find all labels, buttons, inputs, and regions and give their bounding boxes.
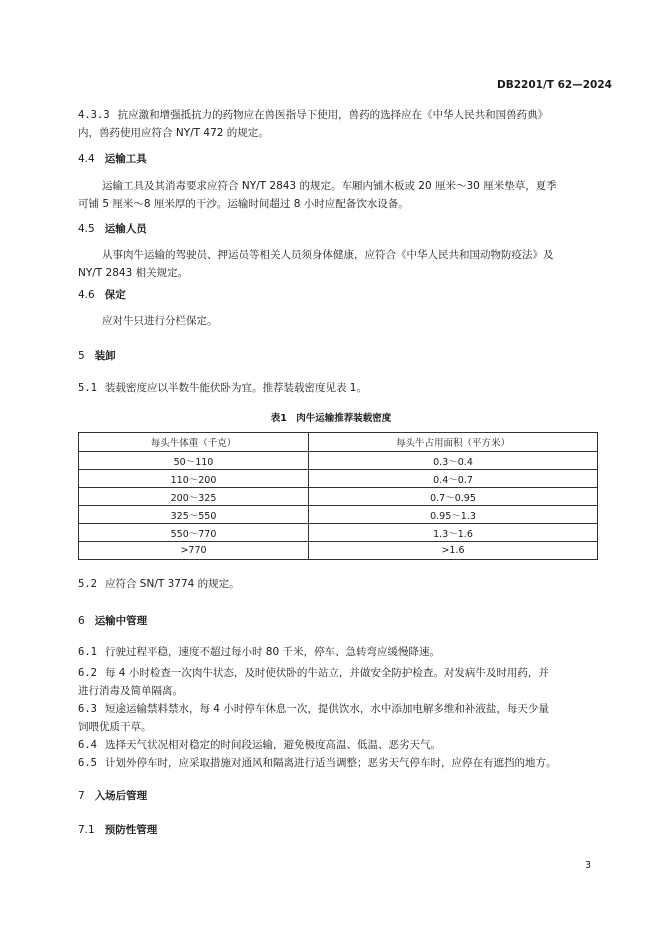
heading-title: 运输人员 (104, 223, 147, 235)
heading-number: 6 (78, 615, 85, 627)
table-row (79, 470, 598, 488)
weight-cell: >770 (79, 542, 309, 560)
clause-number: 4.3.3 (78, 109, 110, 121)
heading-number: 7 (78, 790, 85, 802)
clause-6-2-line-1 (78, 664, 549, 682)
heading-number: 4.6 (78, 289, 95, 301)
heading-4-4 (78, 151, 147, 166)
heading-title: 预防性管理 (104, 824, 158, 836)
clause-4-4-line-1: 运输工具及其消毒要求应符合 NY/T 2843 的规定。车厢内铺木板或 20 厘米～30 厘米垫草，夏季 (102, 180, 557, 192)
clause-text: 计划外停车时，应采取措施对通风和隔离进行适当调整；恶劣天气停车时，应停在有遮挡的地方。 (104, 757, 557, 769)
clause-number: 5.2 (78, 578, 97, 590)
weight-cell: 325～550 (79, 506, 309, 524)
table-caption: 表1 肉牛运输推荐装载密度 (270, 413, 392, 424)
table-row (79, 452, 598, 470)
heading-7 (78, 788, 147, 803)
clause-text: 选择天气状况相对稳定的时间段运输，避免极度高温、低温、恶劣天气。 (104, 739, 441, 751)
clause-text: 抗应激和增强抵抗力的药物应在兽医指导下使用，兽药的选择应在《中华人民共和国兽药典》 (117, 109, 549, 121)
clause-6-3-line-1 (78, 700, 549, 718)
clause-4-3-3-line-1 (78, 106, 548, 124)
table-row (79, 506, 598, 524)
clause-text: 应符合 SN/T 3774 的规定。 (104, 578, 240, 590)
clause-6-2-line-2: 进行消毒及简单隔离。 (78, 685, 183, 697)
heading-number: 5 (78, 350, 85, 362)
loading-density-table (78, 432, 598, 560)
heading-4-5 (78, 221, 147, 236)
area-cell: 0.4～0.7 (309, 470, 598, 488)
clause-text: 每 4 小时检查一次肉牛状态，及时使伏卧的牛站立，并做安全防护检查。对发病牛及时用药，并 (104, 667, 549, 679)
clause-4-5-line-1: 从事肉牛运输的驾驶员、押运员等相关人员须身体健康，应符合《中华人民共和国动物防疫法》及 (102, 249, 554, 261)
clause-6-4 (78, 736, 441, 754)
clause-number: 6.5 (78, 757, 97, 769)
clause-4-5-line-2: NY/T 2843 相关规定。 (78, 267, 189, 279)
document-code: DB2201/T 62—2024 (497, 79, 612, 91)
clause-text: 装载密度应以半数牛能伏卧为宜。推荐装载密度见表 1。 (104, 382, 367, 394)
area-cell: 0.95～1.3 (309, 506, 598, 524)
clause-number: 6.1 (78, 646, 97, 658)
heading-number: 4.4 (78, 153, 95, 165)
clause-text: 行驶过程平稳，速度不超过每小时 80 千米，停车、急转弯应缓慢降速。 (104, 646, 441, 658)
clause-6-5 (78, 754, 556, 772)
table-row (79, 488, 598, 506)
clause-4-6-line-1: 应对牛只进行分栏保定。 (102, 315, 218, 327)
heading-5 (78, 348, 116, 363)
heading-title: 入场后管理 (94, 790, 148, 802)
area-cell: 1.3～1.6 (309, 524, 598, 542)
heading-4-6 (78, 287, 126, 302)
weight-cell: 200～325 (79, 488, 309, 506)
page-number: 3 (585, 860, 592, 871)
heading-title: 装卸 (94, 350, 116, 362)
clause-number: 5.1 (78, 382, 97, 394)
weight-cell: 550～770 (79, 524, 309, 542)
heading-number: 7.1 (78, 824, 95, 836)
clause-5-1 (78, 379, 367, 397)
clause-4-4-line-2: 可铺 5 厘米～8 厘米厚的干沙。运输时间超过 8 小时应配备饮水设备。 (78, 198, 409, 210)
clause-6-3-line-2: 饲喂优质干草。 (78, 721, 152, 733)
heading-7-1 (78, 822, 157, 837)
weight-cell: 110～200 (79, 470, 309, 488)
clause-text: 短途运输禁料禁水，每 4 小时停车休息一次，提供饮水，水中添加电解多维和补液盐，每天少量 (104, 703, 549, 715)
weight-cell: 50～110 (79, 452, 309, 470)
table-header-row (79, 433, 598, 452)
heading-title: 运输工具 (104, 153, 147, 165)
heading-number: 4.5 (78, 223, 95, 235)
column-header-area: 每头牛占用面积（平方米） (309, 433, 598, 452)
clause-6-1 (78, 643, 440, 661)
clause-number: 6.3 (78, 703, 97, 715)
heading-6 (78, 613, 147, 628)
column-header-weight: 每头牛体重（千克） (79, 433, 309, 452)
area-cell: >1.6 (309, 542, 598, 560)
clause-4-3-3-line-2: 内，兽药使用应符合 NY/T 472 的规定。 (78, 127, 269, 139)
table-row (79, 542, 598, 560)
heading-title: 保定 (104, 289, 126, 301)
area-cell: 0.3～0.4 (309, 452, 598, 470)
heading-title: 运输中管理 (94, 615, 148, 627)
clause-number: 6.4 (78, 739, 97, 751)
clause-number: 6.2 (78, 667, 97, 679)
area-cell: 0.7～0.95 (309, 488, 598, 506)
clause-5-2 (78, 575, 240, 593)
table-row (79, 524, 598, 542)
